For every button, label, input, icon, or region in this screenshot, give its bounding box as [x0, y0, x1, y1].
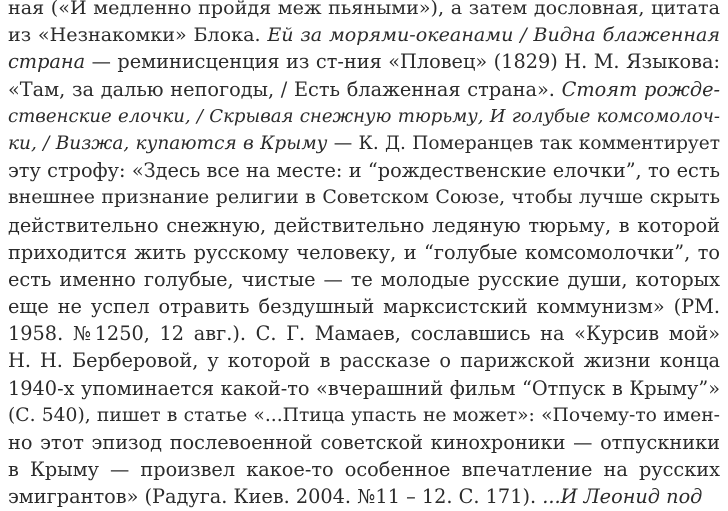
italic-quote-span: ственские елочки, / Скрывая снежную тюрьму, И голубые комсомолоч- — [8, 105, 720, 127]
text-span: эмигрантов» (Радуга. Киев. 2004. №11 – 12. С. 171). — [8, 485, 543, 509]
book-page-text — [8, 0, 720, 511]
italic-quote-span: ...И Леонид под — [542, 485, 703, 509]
text-line — [8, 103, 720, 130]
text-span: из «Незнакомки» Блока. — [8, 23, 268, 47]
text-line — [8, 402, 720, 429]
text-line — [8, 76, 720, 103]
text-span: 1940-х упоминается какой-то «вчерашний фильм “Отпуск в Крыму”» — [8, 376, 720, 400]
text-span: внешнее признание религии в Советском Союзе, чтобы лучше скрыть — [8, 186, 720, 209]
text-span: 1958. №1250, 12 авг.). С. Г. Мамаев, сославшись на «Курсив мой» — [8, 322, 720, 346]
text-line — [8, 0, 720, 21]
text-span: — К. Д. Померанцев так комментирует — [327, 132, 720, 154]
text-span: — реминисценция из ст-ния «Пловец» (1829) Н. М. Языкова: — [85, 50, 720, 74]
text-span: ная («И медленно пройдя меж пьяными»), а затем дословная, цитата — [8, 0, 720, 19]
text-line — [8, 48, 720, 75]
text-line — [8, 375, 720, 402]
text-line — [8, 21, 720, 48]
text-span: действительно снежную, действительно ледяную тюрьму, в которой — [8, 213, 720, 237]
text-line — [8, 239, 720, 266]
italic-quote-span: страна — [8, 50, 86, 74]
italic-quote-span: Стоят рожде- — [561, 77, 720, 101]
text-line — [8, 429, 720, 456]
text-span: есть именно голубые, чистые — те молодые русские души, которых — [8, 267, 720, 291]
text-span: еще не успел отравить бездушный марксистский коммунизм» (РМ. — [8, 295, 720, 319]
text-span: Н. Н. Берберовой, у которой в рассказе о парижской жизни конца — [8, 349, 720, 373]
text-span: эту строфу: «Здесь все на месте: и “рождественские елочки”, то есть — [8, 159, 720, 183]
text-line — [8, 456, 720, 483]
text-line — [8, 347, 720, 374]
text-span: «Там, за далью непогоды, / Есть блаженная страна». — [8, 77, 562, 101]
text-span: но этот эпизод послевоенной советской кинохроники — отпускники — [8, 431, 720, 454]
text-line — [8, 184, 720, 211]
text-line — [8, 320, 720, 347]
text-line — [8, 483, 720, 510]
text-span: приходится жить русскому человеку, и “голубые комсомолочки”, то — [8, 240, 720, 264]
italic-quote-span: Ей за морями-океанами / Видна блаженная — [267, 23, 720, 47]
text-span: в Крыму — произвел какое-то особенное впечатление на русских — [8, 458, 720, 482]
text-span: (С. 540), пишет в статье «...Птица упасть не может»: «Почему-то имен- — [8, 404, 720, 426]
text-line — [8, 157, 720, 184]
text-line — [8, 130, 720, 157]
text-line — [8, 293, 720, 320]
italic-quote-span: ки, / Визжа, купаются в Крыму — [8, 132, 328, 154]
text-line — [8, 212, 720, 239]
text-line — [8, 266, 720, 293]
